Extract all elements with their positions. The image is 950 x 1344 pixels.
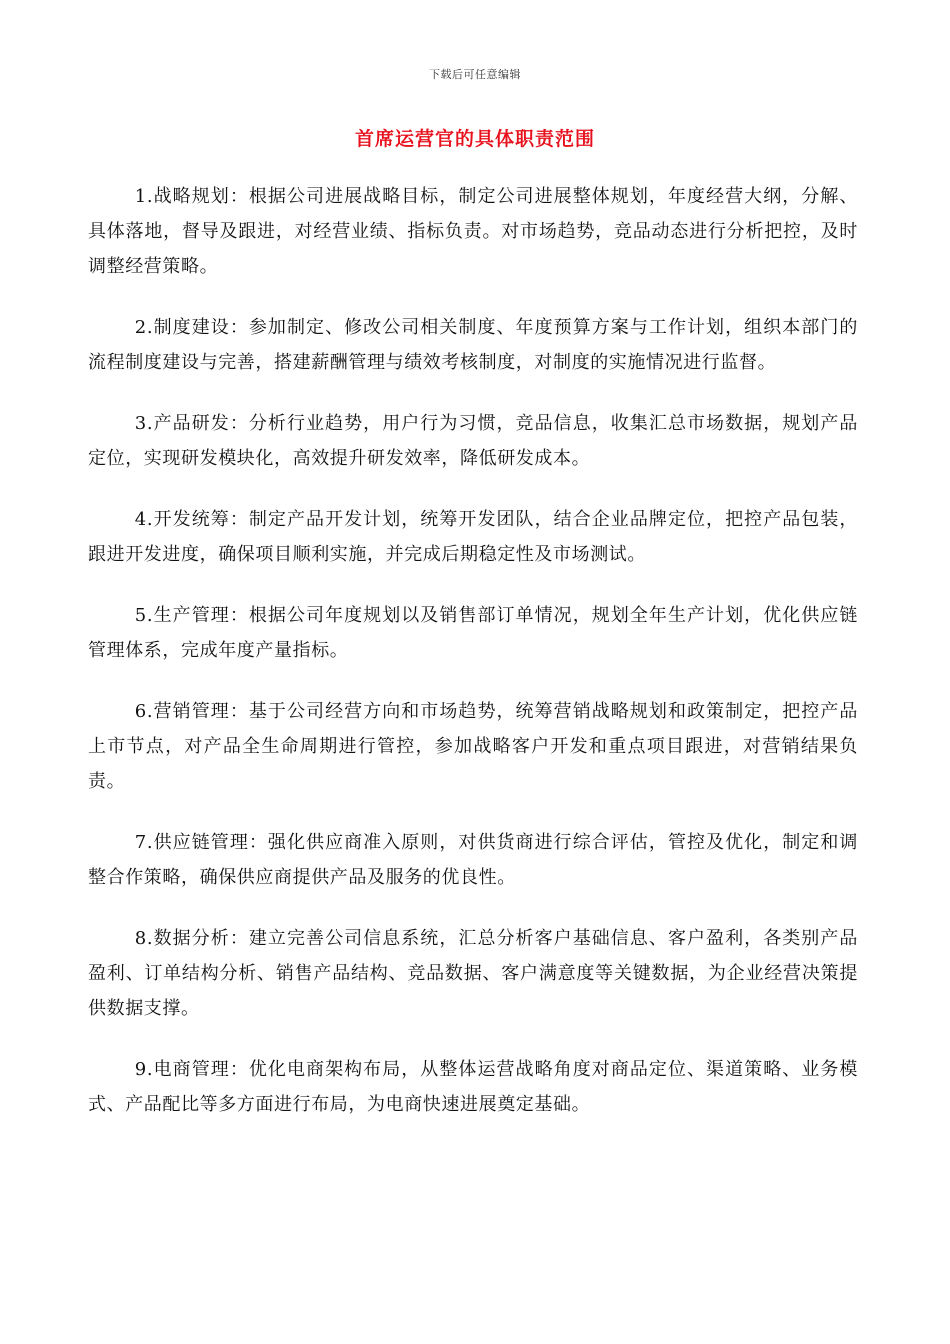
paragraph-ecommerce-management: 9.电商管理：优化电商架构布局，从整体运营战略角度对商品定位、渠道策略、业务模式、产品配比等多方面进行布局，为电商快速进展奠定基础。 — [88, 1059, 858, 1115]
paragraph-marketing-management: 6.营销管理：基于公司经营方向和市场趋势，统筹营销战略规划和政策制定，把控产品上市节点，对产品全生命周期进行管控，参加战略客户开发和重点项目跟进，对营销结果负责。 — [88, 701, 858, 792]
paragraph-production-management: 5.生产管理：根据公司年度规划以及销售部订单情况，规划全年生产计划，优化供应链管理体系，完成年度产量指标。 — [88, 605, 858, 661]
paragraph-data-analysis: 8.数据分析：建立完善公司信息系统，汇总分析客户基础信息、客户盈利，各类别产品盈利、订单结构分析、销售产品结构、竞品数据、客户满意度等关键数据，为企业经营决策提供数据支撑。 — [88, 928, 858, 1019]
document-body — [88, 179, 858, 1122]
paragraph-development-coordination: 4.开发统筹：制定产品开发计划，统筹开发团队，结合企业品牌定位，把控产品包装，跟进开发进度，确保项目顺利实施，并完成后期稳定性及市场测试。 — [88, 509, 858, 565]
document-title: 首席运营官的具体职责范围 — [354, 128, 595, 150]
paragraph-system-building: 2.制度建设：参加制定、修改公司相关制度、年度预算方案与工作计划，组织本部门的流程制度建设与完善，搭建薪酬管理与绩效考核制度，对制度的实施情况进行监督。 — [88, 317, 858, 373]
paragraph-supply-chain-management: 7.供应链管理：强化供应商准入原则，对供货商进行综合评估，管控及优化，制定和调整合作策略，确保供应商提供产品及服务的优良性。 — [88, 832, 858, 888]
header-note: 下载后可任意编辑 — [429, 68, 521, 81]
paragraph-product-rd: 3.产品研发：分析行业趋势，用户行为习惯，竞品信息，收集汇总市场数据，规划产品定位，实现研发模块化，高效提升研发效率，降低研发成本。 — [88, 413, 858, 469]
paragraph-strategy-planning: 1.战略规划：根据公司进展战略目标，制定公司进展整体规划，年度经营大纲，分解、具体落地，督导及跟进，对经营业绩、指标负责。对市场趋势，竞品动态进行分析把控，及时调整经营策略。 — [88, 186, 858, 277]
